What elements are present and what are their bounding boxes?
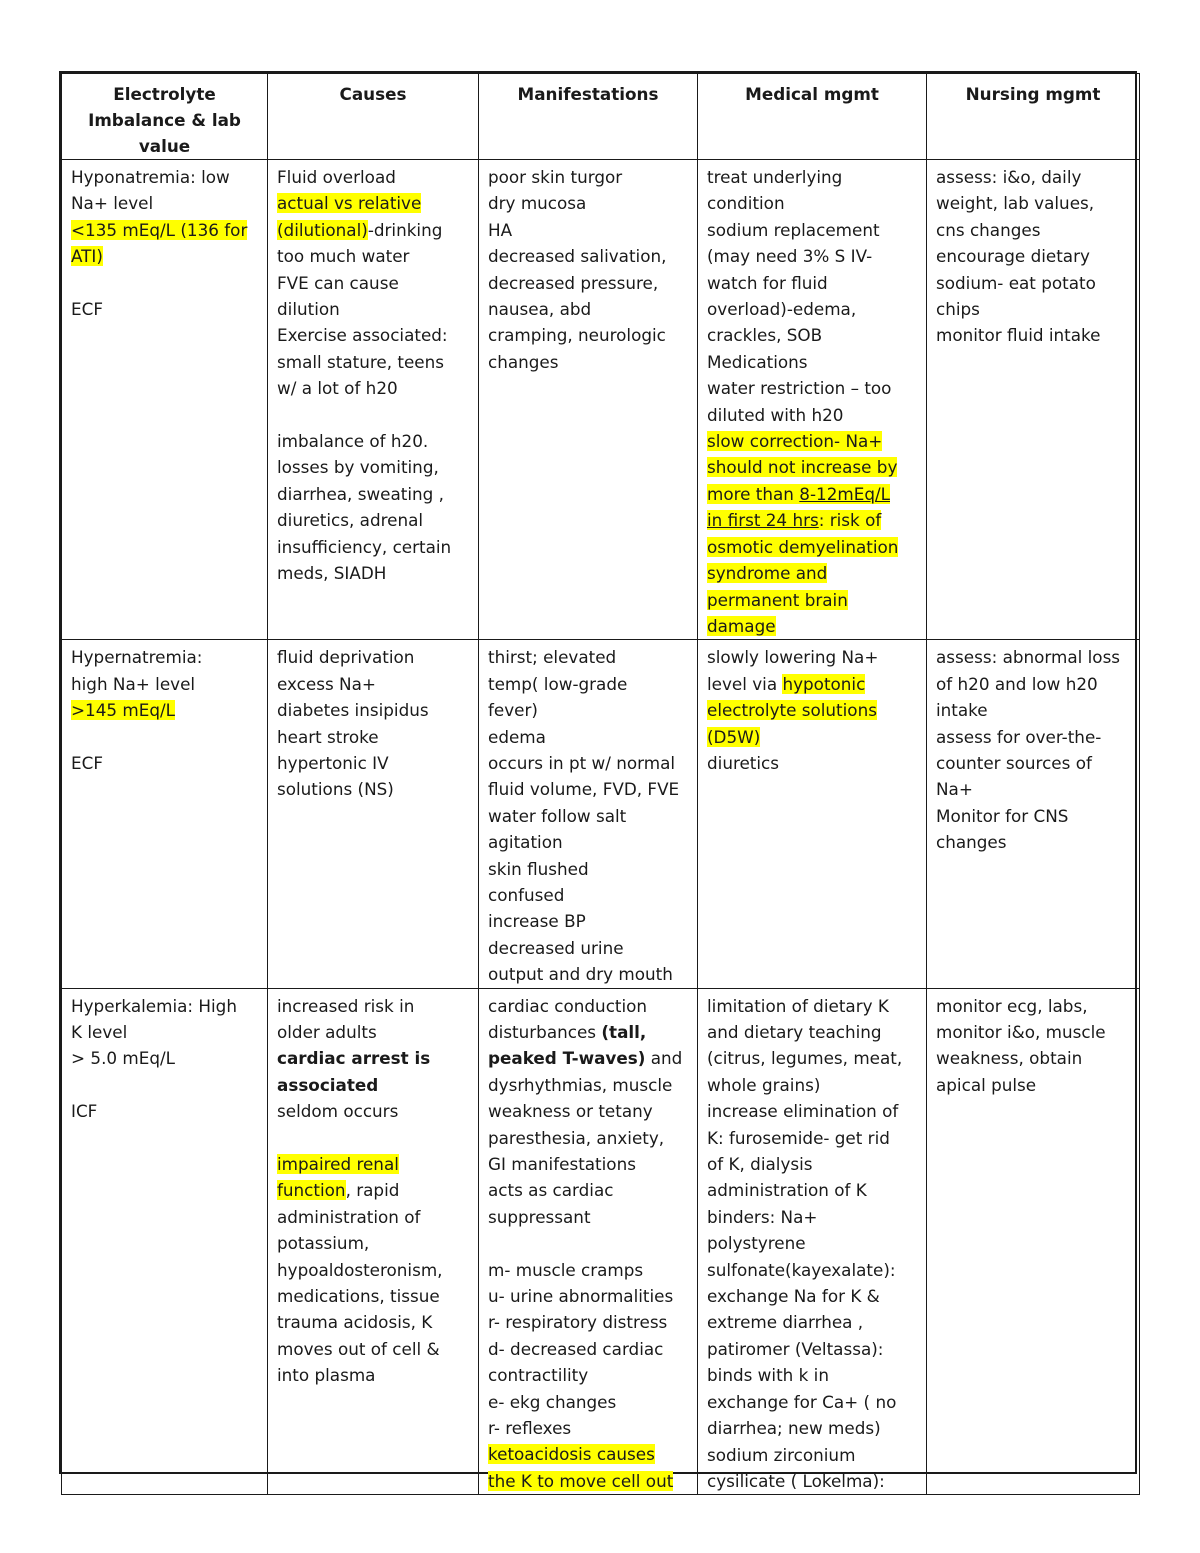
medical-line: slowly lowering Na+ [707,647,879,668]
manifestation-line: decreased urine [488,937,624,958]
causes-line: potassium, [277,1233,370,1254]
causes-line: meds, SIADH [277,563,387,584]
nursing-line: monitor i&o, muscle [936,1022,1106,1042]
manifestation-line: fever) [488,700,538,721]
medical-line: sulfonate(kayexalate): [707,1259,896,1280]
causes-line: actual vs relative [277,193,422,214]
header-manifestations: Manifestations [479,74,698,160]
manifestation-line: agitation [488,832,563,853]
causes-line: fluid deprivation [277,647,415,668]
lab-value: >145 mEq/L [71,700,176,721]
row-hyperkalemia [62,988,1140,1495]
nursing-line: sodium- eat potato [936,272,1096,293]
manifestation-line: r- reflexes [488,1418,572,1439]
medical-line: sodium zirconium [707,1444,856,1465]
cell-causes [268,160,479,640]
imbalance-name: Hyponatremia: low [71,167,230,187]
medical-line: cysilicate ( Lokelma): [707,1470,885,1491]
header-imbalance-line: value [138,136,191,156]
medical-line: binders: Na+ [707,1206,818,1227]
manifestation-line: changes [488,351,559,372]
causes-line: medications, tissue [277,1286,440,1307]
medical-line: water restriction – too [707,378,892,399]
header-imbalance-line: Imbalance & lab [88,110,241,130]
nursing-line: encourage dietary [936,246,1090,267]
manifestation-line: occurs in pt w/ normal [488,752,676,773]
causes-line: insufficiency, certain [277,536,452,557]
causes-line: associated [277,1074,379,1095]
header-causes: Causes [268,74,479,160]
medical-line: slow correction- Na+ [707,431,883,452]
nursing-line: chips [936,299,980,320]
medical-line: exchange Na for K & [707,1286,880,1307]
causes-line: hypoaldosteronism, [277,1259,443,1280]
causes-line: trauma acidosis, K [277,1312,433,1333]
medical-line: Medications [707,351,808,372]
cell-manifestations [479,160,698,640]
medical-line: administration of K [707,1180,867,1201]
nursing-line: weight, lab values, [936,193,1095,214]
manifestation-line: ketoacidosis causes [488,1444,655,1465]
causes-line: into plasma [277,1365,376,1386]
medical-line: (citrus, legumes, meat, [707,1048,903,1069]
causes-line: (dilutional) [277,219,368,240]
manifestation-line: GI manifestations [488,1154,636,1175]
cell-manifestations [479,640,698,988]
cell-nursing [927,988,1140,1495]
medical-line: of K, dialysis [707,1154,813,1175]
manifestation-line: nausea, abd [488,299,592,320]
causes-line: diarrhea, sweating , [277,483,444,504]
medical-line: hypotonic [782,673,866,694]
nursing-line: intake [936,700,988,721]
medical-line: permanent brain [707,589,848,610]
imbalance-name: K level [71,1022,128,1042]
medical-line: treat underlying [707,167,843,187]
header-medical: Medical mgmt [698,74,927,160]
manifestation-line: output and dry mouth [488,964,673,985]
medical-line: in first 24 hrs [707,510,819,531]
cell-nursing [927,640,1140,988]
nursing-line: monitor ecg, labs, [936,995,1088,1016]
nursing-line: of h20 and low h20 [936,673,1098,694]
fluid-compartment: ECF [71,752,103,773]
medical-line: diarrhea; new meds) [707,1418,881,1439]
manifestation-line: poor skin turgor [488,167,623,187]
medical-line: K: furosemide- get rid [707,1127,890,1148]
causes-line: solutions (NS) [277,779,394,800]
manifestation-line: suppressant [488,1206,591,1227]
manifestation-line: dysrhythmias, muscle [488,1074,673,1095]
medical-line: more than [707,483,800,504]
medical-line: damage [707,615,776,636]
lab-value: ATI) [71,246,103,267]
medical-line: 8-12mEq/L [799,483,890,504]
electrolyte-table [61,73,1140,1495]
cell-imbalance [62,640,268,988]
manifestation-line: the K to move cell out [488,1470,674,1491]
cell-nursing [927,160,1140,640]
causes-line: too much water [277,246,410,267]
nursing-line: assess: abnormal loss [936,647,1121,668]
nursing-line: cns changes [936,219,1041,240]
cell-imbalance [62,988,268,1495]
manifestation-line: weakness or tetany [488,1101,653,1122]
fluid-compartment: ICF [71,1101,98,1122]
cell-manifestations [479,988,698,1495]
row-hypernatremia [62,640,1140,988]
cell-causes [268,988,479,1495]
medical-line: level via [707,673,783,694]
causes-line: function [277,1180,346,1201]
manifestation-line: cardiac conduction [488,995,648,1016]
nursing-line: apical pulse [936,1074,1037,1095]
manifestation-line: peaked T-waves) [488,1048,646,1069]
manifestation-line: increase BP [488,911,586,932]
causes-line: Exercise associated: [277,325,448,346]
nursing-line: assess: i&o, daily [936,167,1082,187]
causes-line: moves out of cell & [277,1338,440,1359]
causes-line: dilution [277,299,340,320]
causes-line: diuretics, adrenal [277,510,424,531]
causes-line: small stature, teens [277,351,444,372]
medical-line: osmotic demyelination [707,536,899,557]
manifestation-line: water follow salt [488,805,627,826]
manifestation-line: fluid volume, FVD, FVE [488,779,680,800]
imbalance-name: Hyperkalemia: High [71,995,237,1016]
fluid-compartment: ECF [71,299,103,320]
manifestation-line: r- respiratory distress [488,1312,668,1333]
lab-value: <135 mEq/L (136 for [71,219,248,240]
medical-line: condition [707,193,785,214]
causes-line: Fluid overload [277,167,396,187]
medical-line: syndrome and [707,563,828,584]
causes-line: w/ a lot of h20 [277,378,398,399]
manifestation-line: decreased pressure, [488,272,659,293]
nursing-line: Na+ [936,779,973,800]
electrolyte-table-sheet [59,71,1137,1491]
header-imbalance-line: Electrolyte [113,84,216,104]
causes-line: heart stroke [277,726,379,747]
manifestation-line: u- urine abnormalities [488,1286,674,1307]
medical-line: should not increase by [707,457,898,478]
nursing-line: weakness, obtain [936,1048,1083,1069]
medical-line: overload)-edema, [707,299,857,320]
causes-line: older adults [277,1022,377,1042]
manifestation-line: paresthesia, anxiety, [488,1127,665,1148]
causes-line: seldom occurs [277,1101,399,1122]
manifestation-line: edema [488,726,546,747]
header-row [62,74,1140,160]
causes-line: administration of [277,1206,421,1227]
manifestation-line: disturbances [488,1022,602,1042]
medical-line: limitation of dietary K [707,995,889,1016]
manifestation-line: d- decreased cardiac [488,1338,664,1359]
causes-line: , rapid [345,1180,400,1201]
causes-line: imbalance of h20. [277,431,429,452]
medical-line: extreme diarrhea , [707,1312,864,1333]
imbalance-name: high Na+ level [71,673,196,694]
causes-line: excess Na+ [277,673,376,694]
causes-line: hypertonic IV [277,752,389,773]
medical-line: crackles, SOB [707,325,823,346]
medical-line: sodium replacement [707,219,880,240]
medical-line: and dietary teaching [707,1022,882,1042]
row-hyponatremia [62,160,1140,640]
manifestation-line: acts as cardiac [488,1180,614,1201]
header-nursing: Nursing mgmt [927,74,1140,160]
causes-line: FVE can cause [277,272,399,293]
causes-line: diabetes insipidus [277,700,429,721]
nursing-line: Monitor for CNS [936,805,1069,826]
medical-line: polystyrene [707,1233,806,1254]
medical-line: electrolyte solutions [707,700,877,721]
causes-line: increased risk in [277,995,415,1016]
manifestation-line: m- muscle cramps [488,1259,644,1280]
causes-line: cardiac arrest is [277,1048,431,1069]
cell-medical [698,160,927,640]
lab-value: > 5.0 mEq/L [71,1048,176,1069]
medical-line: diuretics [707,752,780,773]
manifestation-line: decreased salivation, [488,246,667,267]
manifestation-line: thirst; elevated [488,647,617,668]
nursing-line: assess for over-the- [936,726,1102,747]
medical-line: patiromer (Veltassa): [707,1338,884,1359]
medical-line: increase elimination of [707,1101,899,1122]
manifestation-line: HA [488,219,513,240]
cell-causes [268,640,479,988]
manifestation-line: e- ekg changes [488,1391,617,1412]
causes-line: impaired renal [277,1154,399,1175]
cell-medical [698,988,927,1495]
medical-line: (D5W) [707,726,761,747]
causes-line: losses by vomiting, [277,457,439,478]
medical-line: whole grains) [707,1074,821,1095]
imbalance-name: Na+ level [71,193,154,214]
manifestation-line: dry mucosa [488,193,587,214]
manifestation-line: and [645,1048,683,1069]
medical-line: diluted with h20 [707,404,844,425]
manifestation-line: confused [488,884,565,905]
manifestation-line: (tall, [601,1022,647,1042]
imbalance-name: Hypernatremia: [71,647,203,668]
manifestation-line: cramping, neurologic [488,325,666,346]
nursing-line: changes [936,832,1007,853]
medical-line: : risk of [818,510,882,531]
causes-line: -drinking [367,219,443,240]
medical-line: exchange for Ca+ ( no [707,1391,897,1412]
cell-imbalance [62,160,268,640]
medical-line: (may need 3% S IV- [707,246,873,267]
nursing-line: counter sources of [936,752,1092,773]
manifestation-line: temp( low-grade [488,673,628,694]
manifestation-line: contractility [488,1365,589,1386]
medical-line: watch for fluid [707,272,828,293]
manifestation-line: skin flushed [488,858,589,879]
medical-line: binds with k in [707,1365,829,1386]
header-imbalance [62,74,268,160]
nursing-line: monitor fluid intake [936,325,1101,346]
cell-medical [698,640,927,988]
